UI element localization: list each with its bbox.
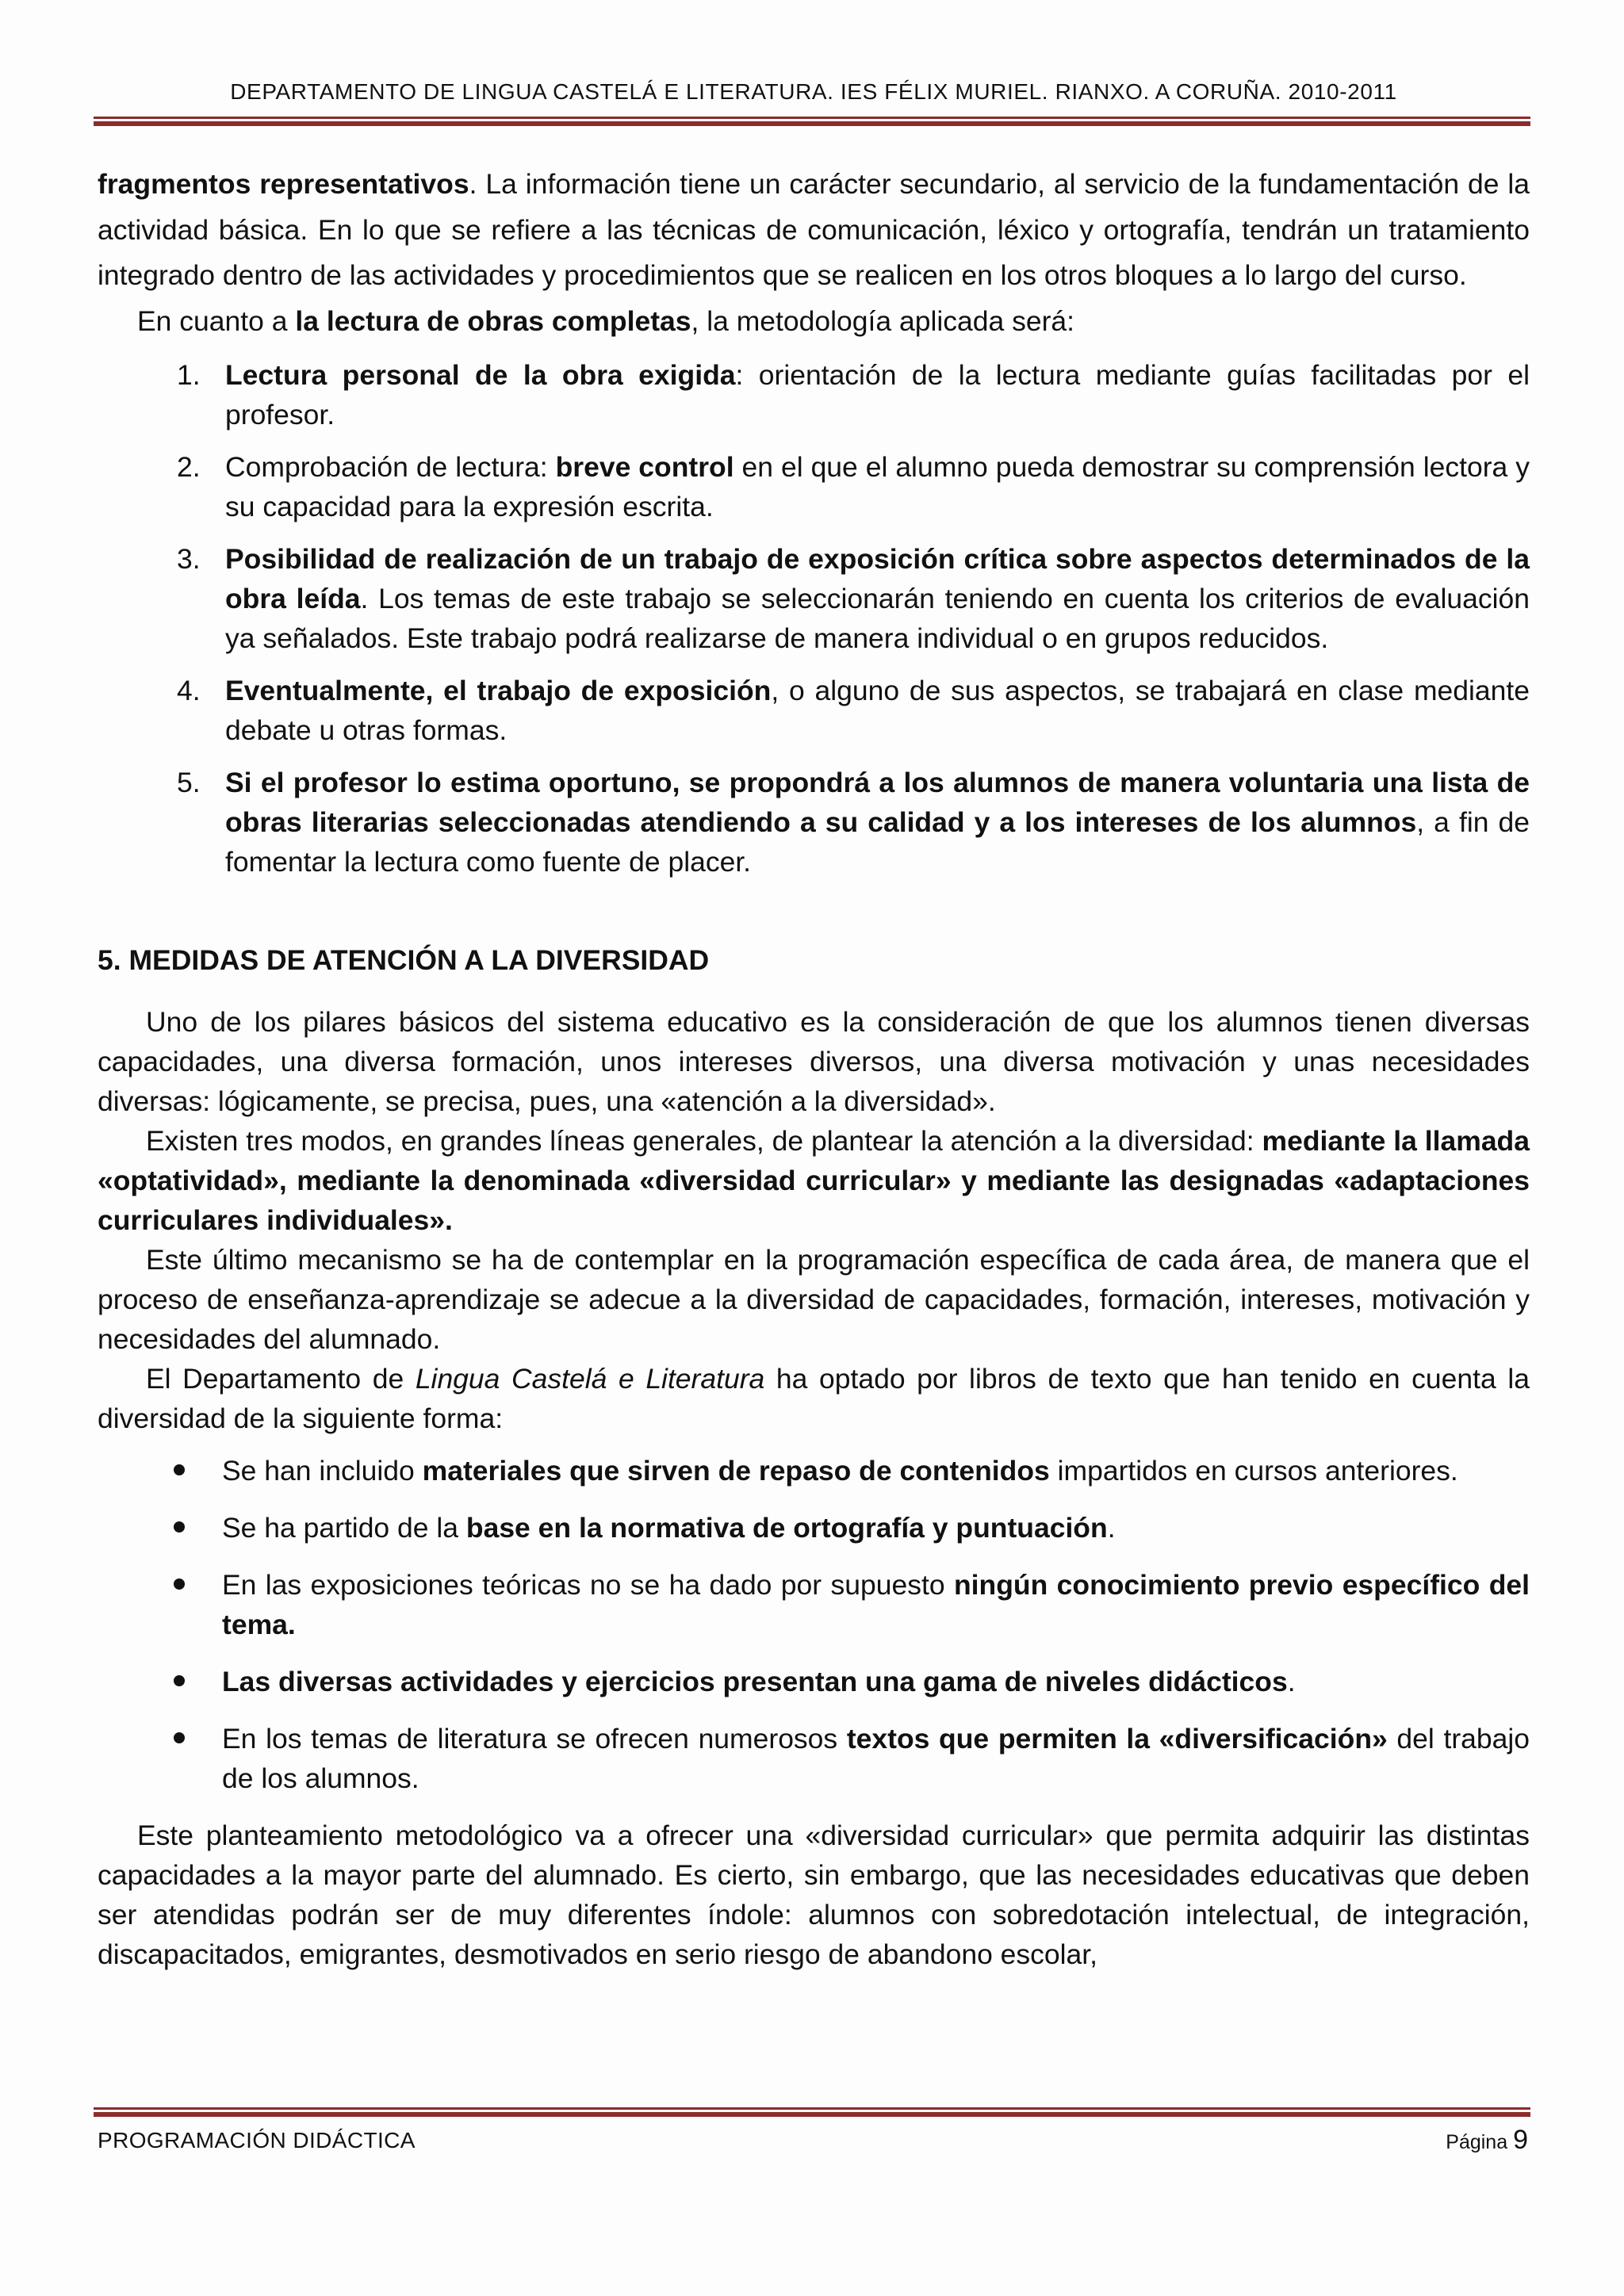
text-run: . xyxy=(1107,1512,1116,1544)
text-run: . Los temas de este trabajo se seleccionarán teniendo en cuenta los criterios de evaluación ya señalados. Este trabajo podrá realizarse de manera individual o en grupos reducidos. xyxy=(225,583,1530,654)
numbered-list xyxy=(98,355,1530,882)
page-body xyxy=(98,162,1530,1974)
item-number: 2. xyxy=(177,451,201,483)
bullet-item xyxy=(98,1508,1530,1548)
bullet-item xyxy=(98,1719,1530,1798)
text-run: Eventualmente, el trabajo de exposición xyxy=(225,675,772,706)
footer-title: PROGRAMACIÓN DIDÁCTICA xyxy=(98,2128,416,2152)
text-run: Comprobación de lectura: xyxy=(225,451,556,483)
item-number: 5. xyxy=(177,767,201,798)
numbered-item xyxy=(98,355,1530,434)
numbered-item xyxy=(98,671,1530,750)
text-run: textos que permiten la «diversificación» xyxy=(846,1723,1388,1755)
numbered-item xyxy=(98,447,1530,526)
page-label: Página xyxy=(1446,2131,1508,2153)
text-run: En las exposiciones teóricas no se ha dado por supuesto xyxy=(222,1569,954,1601)
bullet-item xyxy=(98,1451,1530,1490)
paragraph xyxy=(98,1002,1530,1121)
paragraph xyxy=(98,1240,1530,1359)
bullet-icon xyxy=(174,1578,185,1590)
text-run: materiales que sirven de repaso de contenidos xyxy=(422,1455,1050,1487)
text-run: , o alguno de sus aspectos, se trabajará en clase mediante debate u otras formas. xyxy=(225,675,1530,746)
text-run: En cuanto a xyxy=(137,304,296,337)
paragraph xyxy=(98,162,1530,299)
text-run: ningún conocimiento previo específico del tema. xyxy=(222,1569,1530,1640)
text-run: Existen tres modos, en grandes líneas generales, de plantear la atención a la diversidad: xyxy=(146,1125,1262,1157)
text-run: En los temas de literatura se ofrecen numerosos xyxy=(222,1723,847,1755)
text-run: ha optado por libros de texto que han tenido en cuenta la diversidad de la siguiente forma: xyxy=(98,1363,1530,1434)
text-run: mediante la llamada «optatividad», mediante la denominada «diversidad curricular» y mediante las designadas «adaptaciones curriculares individuales». xyxy=(98,1125,1530,1236)
paragraph xyxy=(98,1121,1530,1240)
header-rule xyxy=(94,117,1530,126)
bullet-item xyxy=(98,1565,1530,1644)
text-run: Las diversas actividades y ejercicios presentan una gama de niveles didácticos xyxy=(222,1666,1288,1697)
text-run: Uno de los pilares básicos del sistema educativo es la consideración de que los alumnos tienen diversas capacidades, una diversa formación, unos intereses diversos, una diversa motivación y unas necesidades diversas: lógicamente, se precisa, pues, una «atención a la diversidad». xyxy=(98,1006,1530,1117)
section-heading: 5. MEDIDAS DE ATENCIÓN A LA DIVERSIDAD xyxy=(98,944,710,976)
text-run: breve control xyxy=(555,451,734,483)
paragraph xyxy=(98,1359,1530,1438)
bullet-icon xyxy=(174,1464,185,1475)
item-number: 4. xyxy=(177,675,201,706)
numbered-item xyxy=(98,763,1530,882)
page-number xyxy=(1446,2125,1528,2156)
text-run: . xyxy=(1287,1666,1296,1697)
section-diversidad xyxy=(98,940,1530,1974)
bullet-icon xyxy=(174,1732,185,1743)
bullet-item xyxy=(98,1662,1530,1701)
text-run: fragmentos representativos xyxy=(98,168,469,200)
text-run: El Departamento de xyxy=(146,1363,416,1395)
text-run: Este planteamiento metodológico va a ofrecer una «diversidad curricular» que permita adquirir las distintas capacidades a la mayor parte del alumnado. Es cierto, sin embargo, que las necesidades educativas que deben ser atendidas podrán ser de muy diferentes índole: alumnos con sobredotación intelectual, de integración, discapacitados, emigrantes, desmotivados en serio riesgo de abandono escolar, xyxy=(98,1820,1530,1970)
text-run: base en la normativa de ortografía y puntuación xyxy=(465,1512,1108,1544)
text-run: Lectura personal de la obra exigida xyxy=(225,359,736,391)
text-run: Este último mecanismo se ha de contemplar en la programación específica de cada área, de manera que el proceso de enseñanza-aprendizaje se adecue a la diversidad de capacidades, formación, intereses, motivación y necesidades del alumnado. xyxy=(98,1244,1530,1355)
paragraph xyxy=(98,299,1530,345)
footer-rule xyxy=(94,2107,1530,2117)
text-run: , a fin de fomentar la lectura como fuente de placer. xyxy=(225,806,1530,878)
text-run: del trabajo de los alumnos. xyxy=(222,1723,1530,1794)
text-run: Se ha partido de la xyxy=(222,1512,466,1544)
text-run: , la metodología aplicada será: xyxy=(691,304,1075,337)
text-run: Se han incluido xyxy=(222,1455,423,1487)
numbered-item xyxy=(98,539,1530,658)
text-run: en el que el alumno pueda demostrar su comprensión lectora y su capacidad para la expresión escrita. xyxy=(225,451,1530,522)
page-number-value: 9 xyxy=(1513,2125,1528,2155)
text-run: Lingua Castelá e Literatura xyxy=(415,1363,765,1395)
text-run: la lectura de obras completas xyxy=(295,304,691,337)
running-header: DEPARTAMENTO DE LINGUA CASTELÁ E LITERATURA. IES FÉLIX MURIEL. RIANXO. A CORUÑA. 2010-2011 xyxy=(230,79,1397,104)
bullet-icon xyxy=(174,1521,185,1533)
item-number: 1. xyxy=(177,359,201,391)
text-run: Si el profesor lo estima oportuno, se propondrá a los alumnos de manera voluntaria una lista de obras literarias seleccionadas atendiendo a su calidad y a los intereses de los alumnos xyxy=(225,767,1530,838)
paragraph xyxy=(98,1816,1530,1974)
item-number: 3. xyxy=(177,543,201,575)
text-run: impartidos en cursos anteriores. xyxy=(1049,1455,1458,1487)
bullet-list xyxy=(98,1451,1530,1798)
bullet-icon xyxy=(174,1675,185,1686)
text-run: . La información tiene un carácter secundario, al servicio de la fundamentación de la actividad básica. En lo que se refiere a las técnicas de comunicación, léxico y ortografía, tendrán un tratamiento integrado dentro de las actividades y procedimientos que se realicen en los otros bloques a lo largo del curso. xyxy=(98,168,1530,291)
text-run: Posibilidad de realización de un trabajo de exposición crítica sobre aspectos determinados de la obra leída xyxy=(225,543,1530,614)
text-run: : orientación de la lectura mediante guías facilitadas por el profesor. xyxy=(225,359,1530,430)
